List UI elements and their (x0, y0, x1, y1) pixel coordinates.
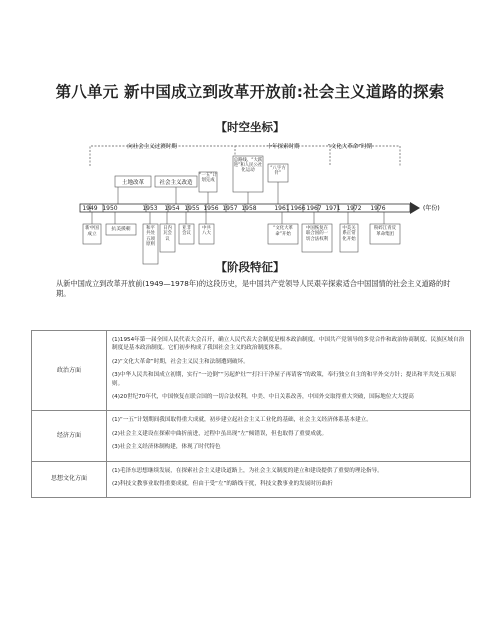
year-label: 1955 (184, 205, 200, 212)
features-table (31, 330, 471, 498)
period-label-exploration: 十年探索时期 (266, 144, 300, 150)
list-item: (2)科技文教事业取得重要成就，但由于受“左”的路线干扰，科技文教事业的发展时历曲折 (112, 481, 333, 488)
year-label: 1954 (164, 205, 180, 212)
content-cell (107, 461, 471, 498)
period-label-transition: 向社会主义过渡时期 (127, 144, 177, 150)
axis-unit-label: (年份) (423, 205, 440, 212)
table-row (32, 331, 471, 411)
event-geneva-conference: 日内瓦会议 (163, 226, 172, 242)
list-item: (1)1954年第一届全国人民代表大会召开，确立人民代表大会制度是根本政治制度。中国共产党领导的多党合作和政治协商制度、民族区域自治制度是基本政治制度。它们初步构成了我国社会主义的政治制度体系。 (112, 337, 465, 352)
event-land-reform: 土地改革 (121, 180, 145, 186)
year-label: 1949 (82, 205, 98, 212)
year-label: 1958 (241, 205, 257, 212)
category-cell: 思想文化方面 (32, 461, 107, 498)
timeline-diagram (0, 140, 500, 270)
list-item: (3)社会主义经济体制构建，体现了时代特色 (112, 444, 221, 451)
event-first-five-year-plan: “一五”计划完成 (199, 173, 217, 183)
event-sino-us-normalization: 中美关系正常化开始 (342, 226, 356, 242)
period-label-cultural-revolution: “文化大革命”时期 (327, 144, 373, 150)
event-cultural-revolution-start: “文化大革命”开始 (273, 226, 293, 237)
timeline-heading: 【时空坐标】 (215, 120, 285, 134)
event-bandung-conference: 亚非会议 (182, 226, 191, 237)
features-heading: 【阶段特征】 (215, 260, 285, 274)
event-great-leap-forward: 总路线、“大跃进”和人民公社化运动 (233, 158, 263, 174)
event-un-seat-restored: 中国恢复在联合国的一切合法权利 (306, 226, 328, 242)
year-label: 1967 (306, 205, 322, 212)
list-item: (1)毛泽东思想继续发展，在探索社会主义建设道路上，为社会主义制度的建立和建设提供了重要的理论指导。 (112, 467, 383, 474)
year-label: 1956 (203, 205, 219, 212)
year-label: 1966 (290, 205, 306, 212)
list-item: (4)20世纪70年代，中国恢复在联合国的一切合法权利，中美、中日关系改善，中国外交取得重大突破，国际地位大大提高 (112, 394, 414, 401)
event-eighth-congress: 中共八大 (202, 226, 211, 237)
year-label: 1976 (370, 205, 386, 212)
event-gang-of-four-smashed: 粉碎江青反革命集团 (374, 226, 396, 237)
table-row (32, 411, 471, 461)
event-eight-character-policy: “八字方针” (270, 166, 286, 177)
content-cell (107, 331, 471, 411)
intro-paragraph: 从新中国成立到改革开放前(1949—1978年)的这段历史，是中国共产党领导人民艰辛探索适合中国国情的社会主义道路的时期。 (56, 279, 451, 298)
axis-arrow-icon (410, 202, 420, 214)
category-cell: 经济方面 (32, 411, 107, 461)
list-item: (1)“一五”计划期间我国取得重大成就，初步建立起社会主义工业化的基础，社会主义经济体系基本建立。 (112, 417, 372, 424)
page-title: 第八单元 新中国成立到改革开放前:社会主义道路的探索 (55, 83, 445, 101)
year-label: 1961 (274, 205, 290, 212)
year-label: 1972 (346, 205, 362, 212)
event-five-principles: 和平共处五项原则 (146, 226, 155, 248)
year-label: 1957 (222, 205, 238, 212)
category-cell: 政治方面 (32, 331, 107, 411)
list-item: (3)中华人民共和国成立初期，实行“一边倒”“另起炉灶”“打扫干净屋子再请客”的政策，奉行独立自主的和平外交方针；提出和平共处五项原则。 (112, 372, 457, 387)
event-korean-war: 抗美援朝 (111, 227, 131, 232)
year-label: 1953 (142, 205, 158, 212)
list-item: (2)社会主义建设在探索中曲折前进，过程中虽出现“左”倾错误，但也取得了重要成就。 (112, 430, 328, 437)
list-item: (2)“文化大革命”时期，社会主义民主和法制遭到破坏。 (112, 358, 249, 365)
year-label: 1950 (102, 205, 118, 212)
table-row (32, 461, 471, 498)
event-prc-founded: 新中国成立 (85, 226, 99, 237)
year-label: 1971 (325, 205, 341, 212)
content-cell (107, 411, 471, 461)
event-socialist-transformation: 社会主义改造 (159, 180, 193, 186)
